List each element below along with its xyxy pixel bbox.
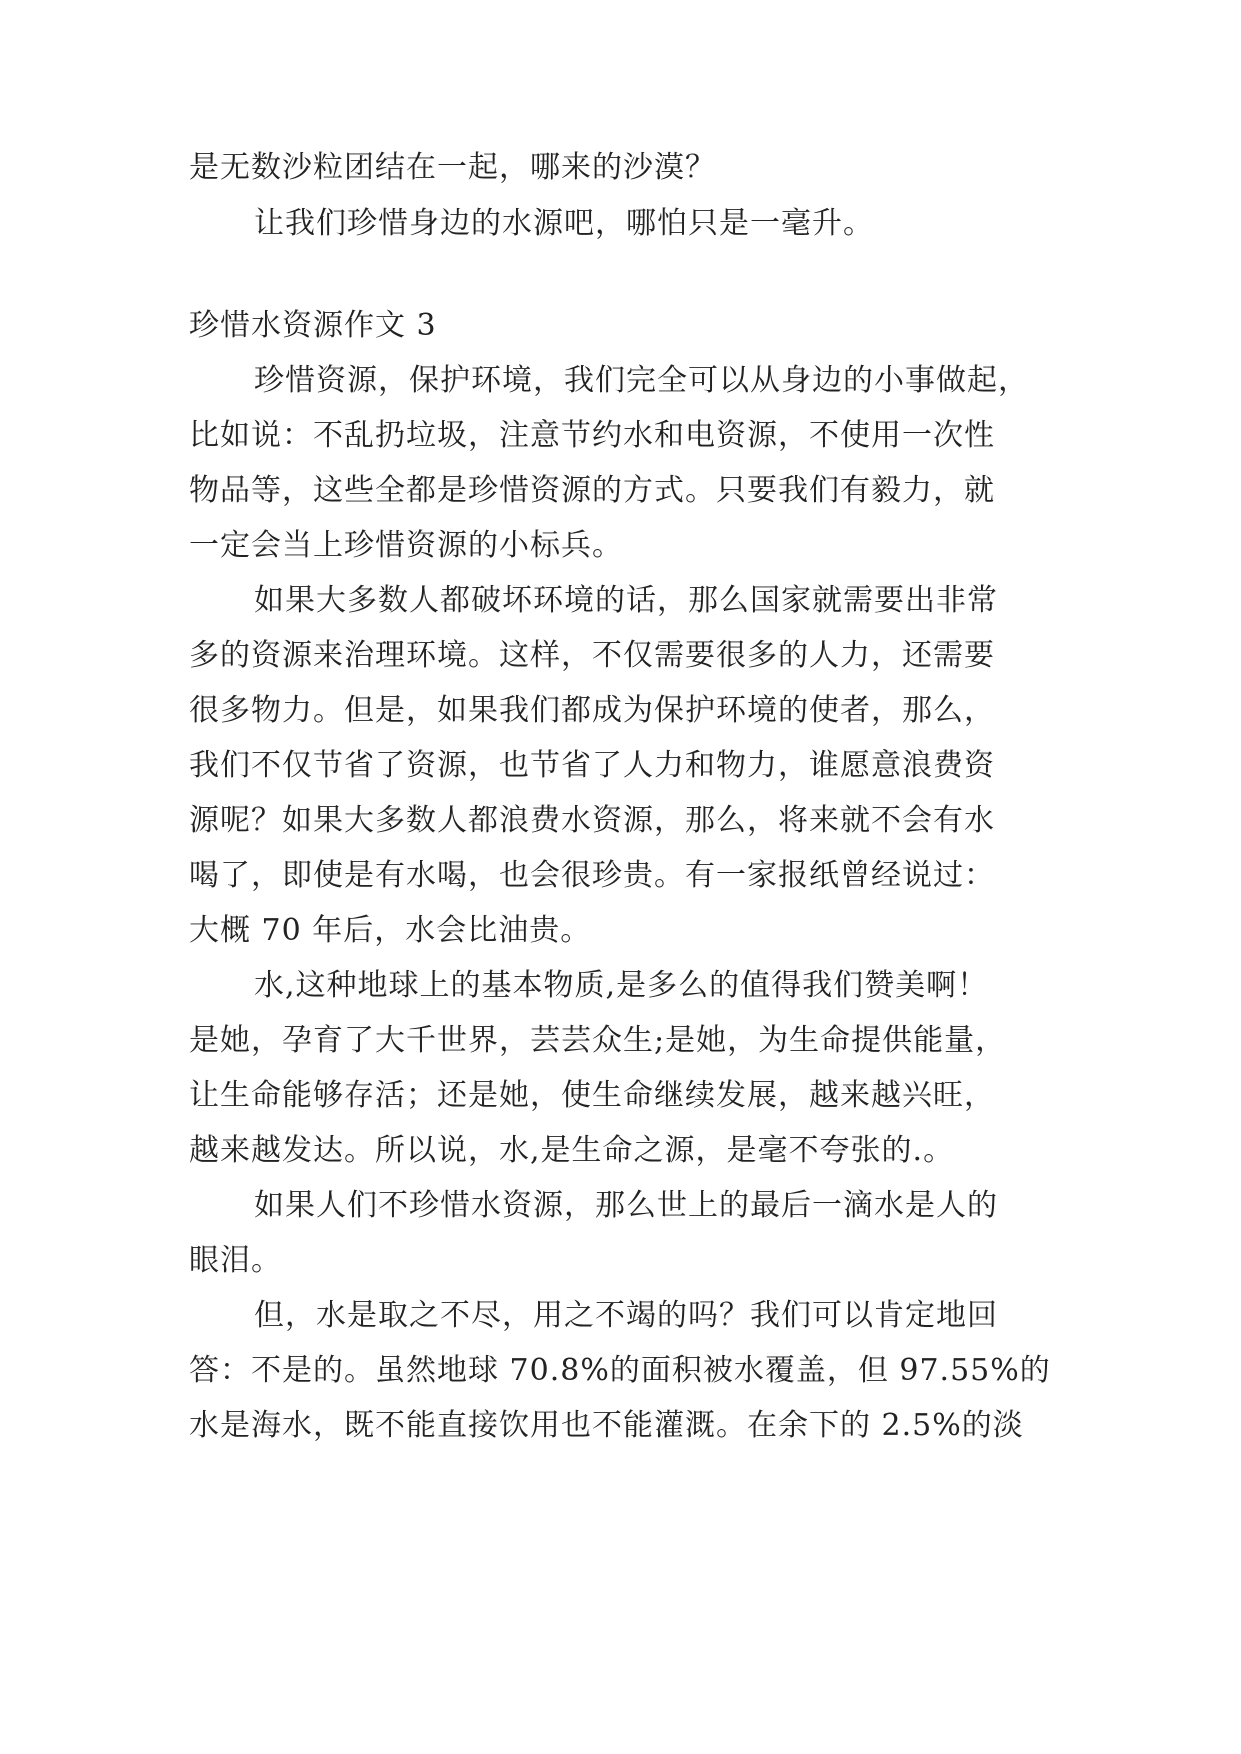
paragraph-line: 让我们珍惜身边的水源吧，哪怕只是一毫升。 — [254, 206, 874, 241]
paragraph-line: 但，水是取之不尽，用之不竭的吗？我们可以肯定地回 — [254, 1298, 998, 1333]
paragraph-line: 是无数沙粒团结在一起，哪来的沙漠？ — [189, 150, 716, 185]
paragraph-line: 如果大多数人都破坏环境的话，那么国家就需要出非常 — [254, 583, 998, 618]
paragraph-line: 水是海水，既不能直接饮用也不能灌溉。在余下的 2.5%的淡 — [189, 1408, 1024, 1443]
paragraph-line: 是她，孕育了大千世界，芸芸众生;是她，为生命提供能量， — [189, 1023, 1007, 1058]
paragraph-line: 源呢？如果大多数人都浪费水资源，那么，将来就不会有水 — [189, 803, 995, 838]
paragraph-line: 如果人们不珍惜水资源，那么世上的最后一滴水是人的 — [254, 1188, 998, 1223]
paragraph-line: 我们不仅节省了资源，也节省了人力和物力，谁愿意浪费资 — [189, 748, 995, 783]
section-heading: 珍惜水资源作文 3 — [189, 308, 437, 343]
paragraph-line: 一定会当上珍惜资源的小标兵。 — [189, 528, 623, 563]
paragraph-line: 比如说：不乱扔垃圾，注意节约水和电资源，不使用一次性 — [189, 418, 995, 453]
paragraph-line: 眼泪。 — [189, 1243, 282, 1278]
paragraph-line: 水,这种地球上的基本物质,是多么的值得我们赞美啊！ — [254, 968, 989, 1003]
paragraph-line: 很多物力。但是，如果我们都成为保护环境的使者，那么， — [189, 693, 995, 728]
paragraph-line: 珍惜资源，保护环境，我们完全可以从身边的小事做起， — [254, 363, 1029, 398]
paragraph-line: 大概 70 年后，水会比油贵。 — [189, 913, 592, 948]
paragraph-line: 多的资源来治理环境。这样，不仅需要很多的人力，还需要 — [189, 638, 995, 673]
paragraph-line: 喝了，即使是有水喝，也会很珍贵。有一家报纸曾经说过： — [189, 858, 995, 893]
paragraph-line: 答：不是的。虽然地球 70.8%的面积被水覆盖，但 97.55%的 — [189, 1353, 1051, 1388]
paragraph-line: 物品等，这些全都是珍惜资源的方式。只要我们有毅力，就 — [189, 473, 995, 508]
paragraph-line: 让生命能够存活；还是她，使生命继续发展，越来越兴旺， — [189, 1078, 995, 1113]
paragraph-line: 越来越发达。所以说，水,是生命之源，是毫不夸张的.。 — [189, 1133, 955, 1168]
